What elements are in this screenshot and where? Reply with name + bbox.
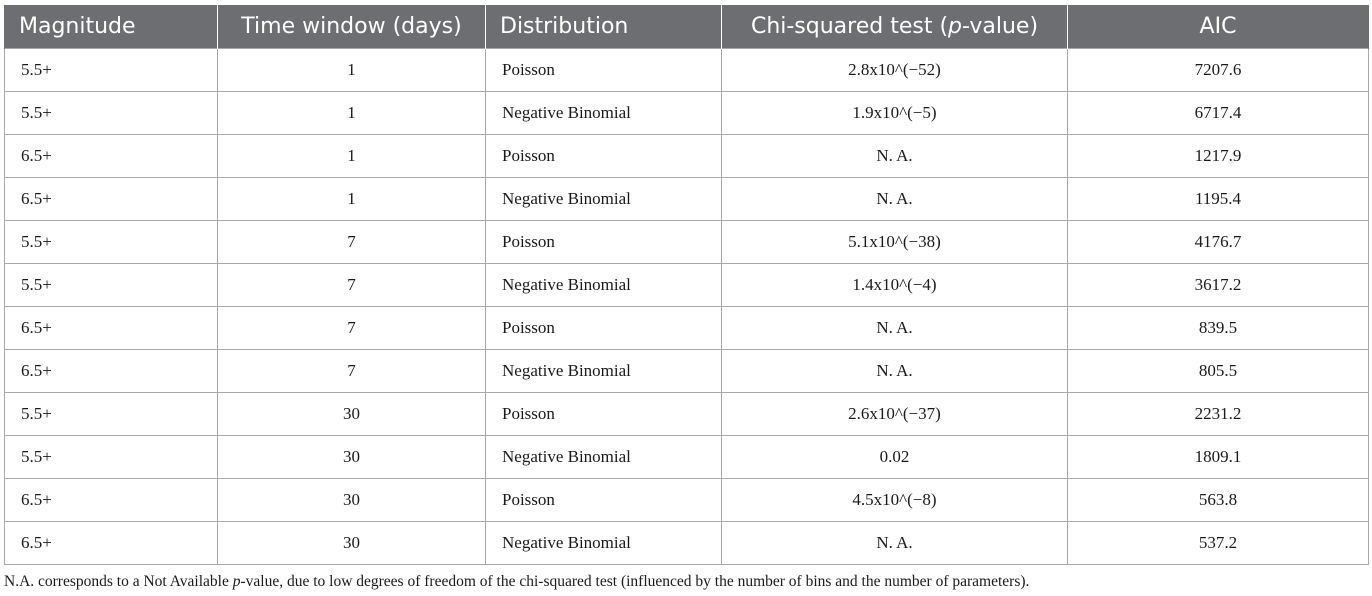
cell-distribution: Poisson xyxy=(486,392,722,435)
cell-time-window: 30 xyxy=(218,435,486,478)
cell-magnitude: 5.5+ xyxy=(5,48,218,91)
header-distribution: Distribution xyxy=(486,5,722,48)
cell-time-window: 30 xyxy=(218,392,486,435)
table-row xyxy=(5,48,1369,91)
header-chi-squared-italic: p xyxy=(948,13,963,39)
table-row xyxy=(5,91,1369,134)
header-time-window: Time window (days) xyxy=(218,5,486,48)
cell-chi-squared: 5.1x10^(−38) xyxy=(722,220,1068,263)
header-chi-squared-pre: Chi-squared test ( xyxy=(750,13,949,39)
footnote-italic: p xyxy=(232,573,241,590)
footnote-post: -value, due to low degrees of freedom of the chi-squared test (influenced by the number of bins and the number of parameters). xyxy=(240,573,1030,590)
cell-chi-squared: N. A. xyxy=(722,134,1068,177)
cell-time-window: 1 xyxy=(218,48,486,91)
table-row xyxy=(5,435,1369,478)
cell-time-window: 1 xyxy=(218,177,486,220)
cell-distribution: Negative Binomial xyxy=(486,91,722,134)
cell-distribution: Poisson xyxy=(486,478,722,521)
cell-magnitude: 5.5+ xyxy=(5,91,218,134)
table-footnote xyxy=(4,573,1029,591)
cell-chi-squared: N. A. xyxy=(722,521,1068,564)
cell-time-window: 1 xyxy=(218,91,486,134)
cell-chi-squared: N. A. xyxy=(722,306,1068,349)
cell-time-window: 30 xyxy=(218,521,486,564)
cell-magnitude: 6.5+ xyxy=(5,478,218,521)
cell-time-window: 7 xyxy=(218,306,486,349)
header-row xyxy=(5,5,1369,48)
cell-distribution: Negative Binomial xyxy=(486,521,722,564)
table-row xyxy=(5,177,1369,220)
cell-aic: 537.2 xyxy=(1068,521,1369,564)
cell-magnitude: 6.5+ xyxy=(5,177,218,220)
cell-distribution: Poisson xyxy=(486,306,722,349)
cell-time-window: 30 xyxy=(218,478,486,521)
cell-chi-squared: N. A. xyxy=(722,177,1068,220)
header-chi-squared-post: -value) xyxy=(962,13,1039,39)
table-row xyxy=(5,263,1369,306)
results-table-container xyxy=(4,5,1368,565)
cell-aic: 805.5 xyxy=(1068,349,1369,392)
cell-magnitude: 5.5+ xyxy=(5,435,218,478)
cell-chi-squared: 1.4x10^(−4) xyxy=(722,263,1068,306)
cell-distribution: Poisson xyxy=(486,220,722,263)
cell-time-window: 7 xyxy=(218,263,486,306)
table-header xyxy=(5,5,1369,48)
cell-aic: 1195.4 xyxy=(1068,177,1369,220)
footnote-pre: N.A. corresponds to a Not Available xyxy=(4,573,233,590)
cell-aic: 839.5 xyxy=(1068,306,1369,349)
header-aic: AIC xyxy=(1068,5,1369,48)
cell-distribution: Negative Binomial xyxy=(486,177,722,220)
cell-time-window: 7 xyxy=(218,220,486,263)
cell-magnitude: 6.5+ xyxy=(5,306,218,349)
cell-distribution: Negative Binomial xyxy=(486,435,722,478)
cell-magnitude: 5.5+ xyxy=(5,392,218,435)
cell-chi-squared: 1.9x10^(−5) xyxy=(722,91,1068,134)
cell-chi-squared: 2.8x10^(−52) xyxy=(722,48,1068,91)
cell-aic: 1217.9 xyxy=(1068,134,1369,177)
cell-time-window: 1 xyxy=(218,134,486,177)
table-row xyxy=(5,478,1369,521)
cell-aic: 6717.4 xyxy=(1068,91,1369,134)
table-row xyxy=(5,306,1369,349)
cell-aic: 7207.6 xyxy=(1068,48,1369,91)
table-row xyxy=(5,349,1369,392)
cell-aic: 4176.7 xyxy=(1068,220,1369,263)
distribution-fit-table xyxy=(4,5,1369,565)
cell-magnitude: 6.5+ xyxy=(5,349,218,392)
table-row xyxy=(5,220,1369,263)
header-magnitude: Magnitude xyxy=(5,5,218,48)
header-chi-squared xyxy=(722,5,1068,48)
cell-aic: 2231.2 xyxy=(1068,392,1369,435)
table-row xyxy=(5,392,1369,435)
table-body xyxy=(5,48,1369,564)
cell-distribution: Poisson xyxy=(486,134,722,177)
cell-chi-squared: 4.5x10^(−8) xyxy=(722,478,1068,521)
table-row xyxy=(5,521,1369,564)
cell-chi-squared: 0.02 xyxy=(722,435,1068,478)
cell-time-window: 7 xyxy=(218,349,486,392)
cell-magnitude: 6.5+ xyxy=(5,521,218,564)
cell-distribution: Negative Binomial xyxy=(486,349,722,392)
cell-aic: 3617.2 xyxy=(1068,263,1369,306)
table-row xyxy=(5,134,1369,177)
cell-aic: 1809.1 xyxy=(1068,435,1369,478)
cell-distribution: Poisson xyxy=(486,48,722,91)
cell-magnitude: 5.5+ xyxy=(5,263,218,306)
cell-magnitude: 5.5+ xyxy=(5,220,218,263)
cell-chi-squared: 2.6x10^(−37) xyxy=(722,392,1068,435)
cell-aic: 563.8 xyxy=(1068,478,1369,521)
cell-magnitude: 6.5+ xyxy=(5,134,218,177)
cell-chi-squared: N. A. xyxy=(722,349,1068,392)
cell-distribution: Negative Binomial xyxy=(486,263,722,306)
